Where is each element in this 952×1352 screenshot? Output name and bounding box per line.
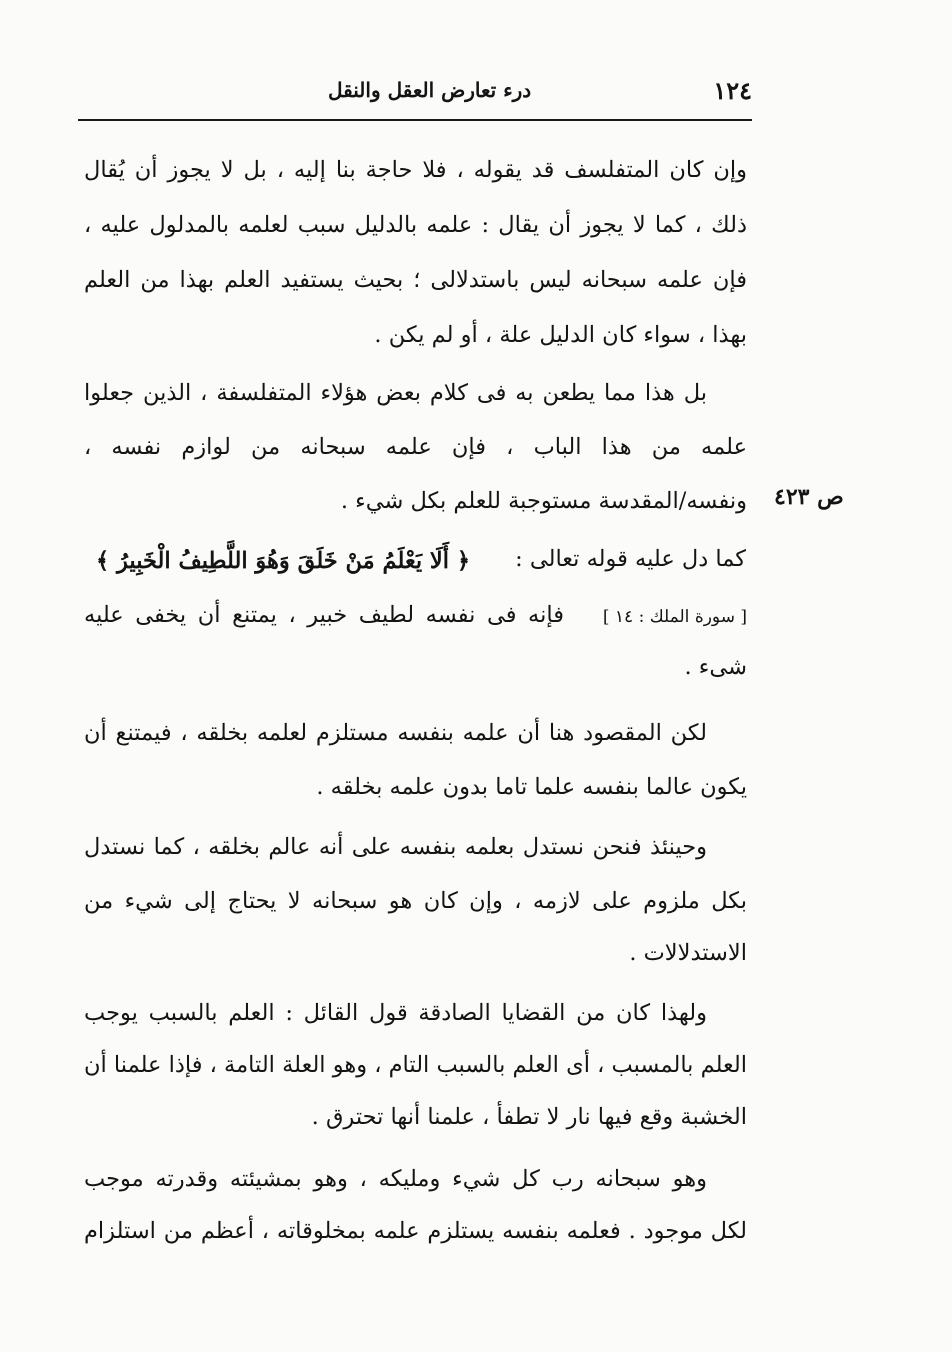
page-number: ١٢٤ — [713, 76, 752, 105]
verse-reference: [ سورة الملك : ١٤ ] — [602, 607, 747, 627]
text-line: فإن علمه سبحانه ليس باستدلالى ؛ بحيث يستفيد العلم بهذا من العلم — [84, 267, 747, 293]
text-line: لكن المقصود هنا أن علمه بنفسه مستلزم لعلمه بخلقه ، فيمتنع أن — [84, 720, 707, 746]
text-line: العلم بالمسبب ، أى العلم بالسبب التام ، وهو العلة التامة ، فإذا علمنا أن — [84, 1052, 747, 1078]
text-line: ذلك ، كما لا يجوز أن يقال : علمه بالدليل سبب لعلمه بالمدلول عليه ، — [84, 212, 747, 238]
header-rule — [78, 119, 752, 121]
text-line: وإن كان المتفلسف قد يقوله ، فلا حاجة بنا إليه ، بل لا يجوز أن يُقال — [84, 157, 747, 183]
text-line: علمه من هذا الباب ، فإن علمه سبحانه من لوازم نفسه ، — [84, 434, 747, 460]
margin-page-reference: ص ٤٢٣ — [774, 484, 844, 510]
running-title: درء تعارض العقل والنقل — [328, 78, 532, 102]
text-line: بكل ملزوم على لازمه ، وإن كان هو سبحانه لا يحتاج إلى شيء من — [84, 888, 747, 914]
verse-intro: كما دل عليه قوله تعالى : — [515, 546, 746, 572]
text-line: ونفسه/المقدسة مستوجبة للعلم بكل شيء . — [340, 488, 747, 514]
text-line: يكون عالما بنفسه علما تاما بدون علمه بخلقه . — [316, 774, 747, 800]
text-line: وهو سبحانه رب كل شيء ومليكه ، وهو بمشيئته وقدرته موجب — [84, 1166, 707, 1192]
quran-verse: ﴿ أَلَا يَعْلَمُ مَنْ خَلَقَ وَهُوَ اللَّطِيفُ الْخَبِيرُ ﴾ — [96, 548, 471, 574]
text-line: ولهذا كان من القضايا الصادقة قول القائل : العلم بالسبب يوجب — [84, 1000, 707, 1026]
text-line: بل هذا مما يطعن به فى كلام بعض هؤلاء المتفلسفة ، الذين جعلوا — [84, 380, 707, 406]
text-line: الاستدلالات . — [629, 940, 747, 966]
text-line: شىء . — [684, 654, 747, 680]
text-line: وحينئذ فنحن نستدل بعلمه بنفسه على أنه عالم بخلقه ، كما نستدل — [84, 834, 707, 860]
text-line: بهذا ، سواء كان الدليل علة ، أو لم يكن . — [374, 322, 747, 348]
page-header — [78, 70, 752, 114]
text-line: الخشبة وقع فيها نار لا تطفأ ، علمنا أنها تحترق . — [311, 1104, 747, 1130]
text-line: لكل موجود . فعلمه بنفسه يستلزم علمه بمخلوقاته ، أعظم من استلزام — [84, 1218, 747, 1244]
text-line: فإنه فى نفسه لطيف خبير ، يمتنع أن يخفى عليه — [84, 602, 564, 628]
